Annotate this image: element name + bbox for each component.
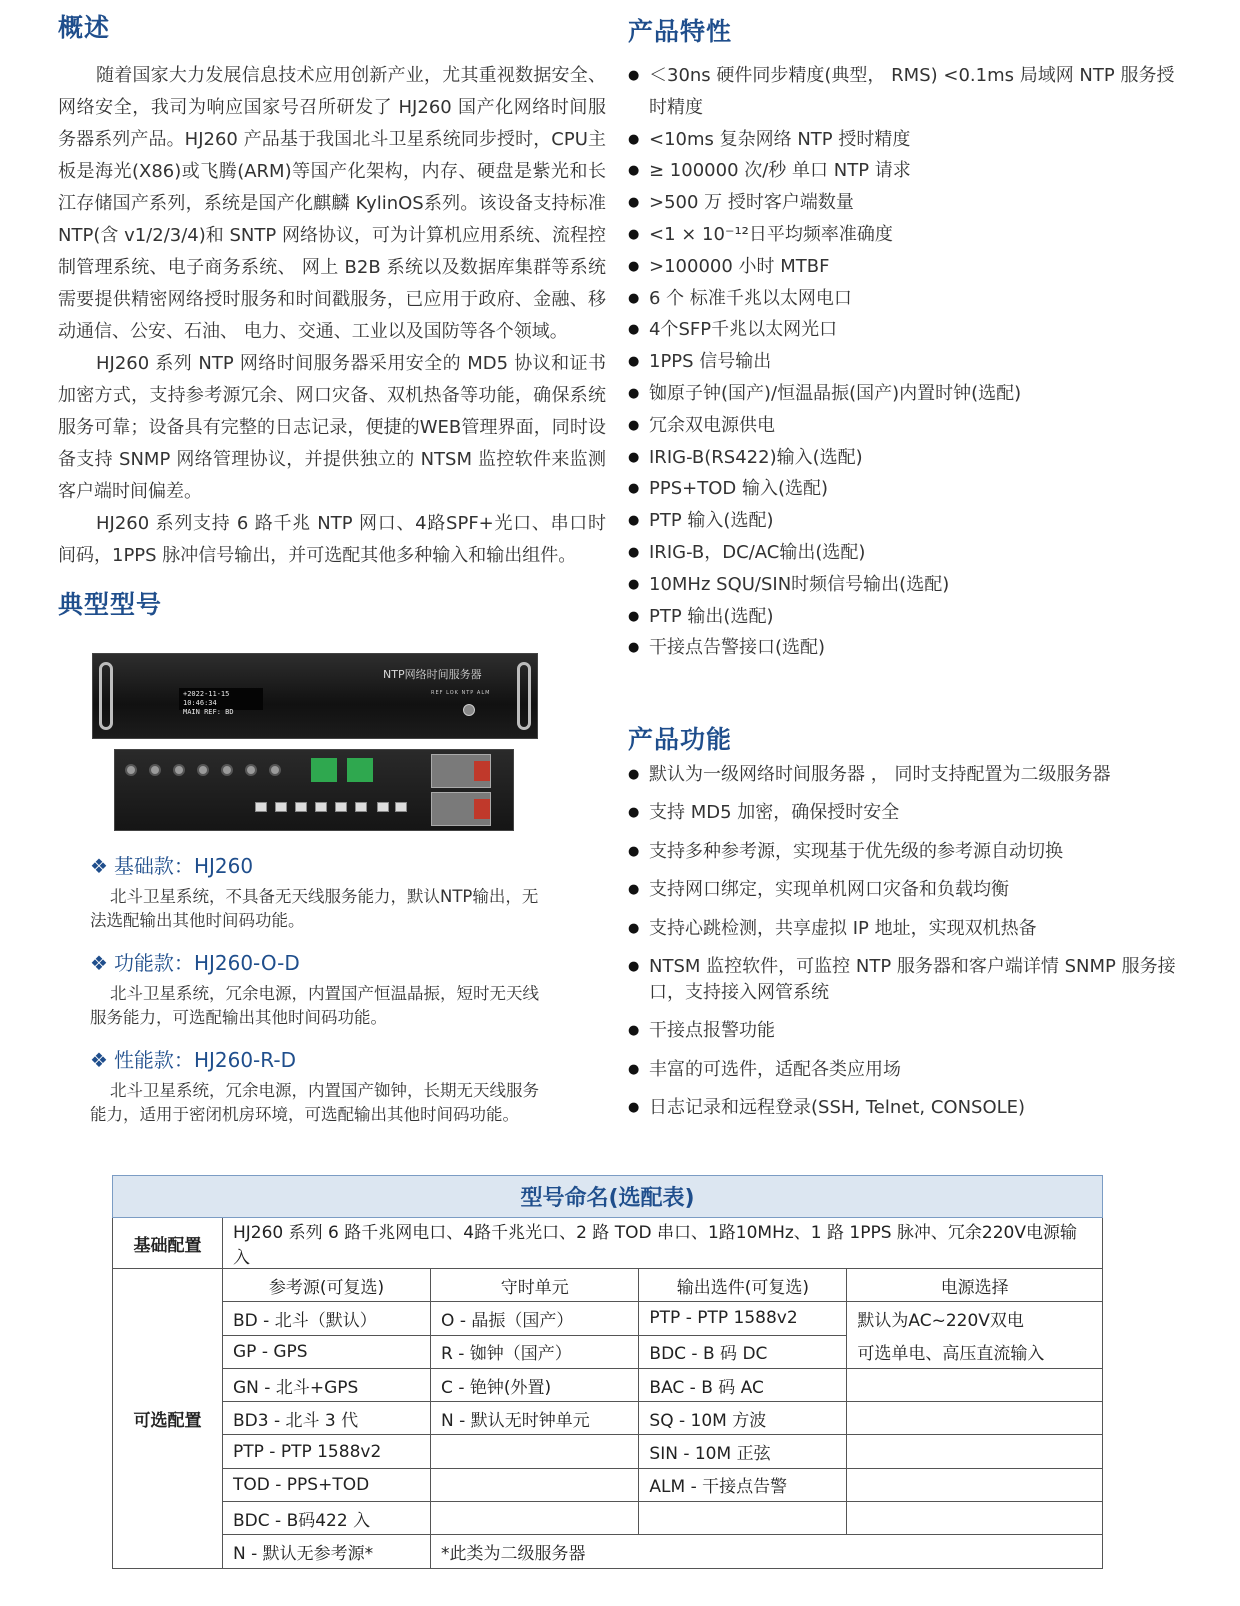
device-front-label: NTP网络时间服务器	[383, 668, 482, 681]
table-cell: BAC - B 码 AC	[639, 1368, 847, 1401]
table-cell: GP - GPS	[223, 1335, 431, 1368]
diamond-icon: ❖	[90, 1048, 108, 1072]
list-item: ● 干接点报警功能	[628, 1018, 1188, 1044]
overview-paragraph: HJ260 系列支持 6 路千兆 NTP 网口、4路SPF+光口、串口时间码，1PPS 脉冲信号输出，并可选配其他多种输入和输出组件。	[58, 513, 606, 566]
table-title-row	[113, 1176, 1103, 1218]
table-title: 型号命名(选配表)	[113, 1176, 1103, 1218]
model-title	[90, 1044, 550, 1073]
list-item: ● IRIG-B(RS422)输入(选配)	[628, 442, 1188, 474]
device-photo	[92, 653, 538, 831]
models-heading: 典型型号	[58, 590, 163, 619]
bnc-port-icon	[197, 764, 209, 776]
table-cell: C - 铯钟(外置)	[431, 1368, 639, 1401]
base-config-label: 基础配置	[113, 1218, 223, 1269]
table-cell: BDC - B 码 DC	[639, 1335, 847, 1368]
table-row	[113, 1468, 1103, 1501]
bnc-port-icon	[221, 764, 233, 776]
table-row	[113, 1218, 1103, 1269]
functions-list	[628, 762, 1188, 1134]
model-name: HJ260-O-D	[193, 951, 300, 975]
lcd-line: +2022-11-15 10:46:34	[183, 690, 230, 707]
ethernet-port-icon	[295, 802, 307, 812]
model-naming-table	[112, 1175, 1103, 1569]
power-supply-icon	[431, 792, 491, 826]
terminal-block-icon	[311, 758, 337, 782]
device-rear-panel	[114, 749, 514, 831]
model-desc: 北斗卫星系统，冗余电源，内置国产恒温晶振，短时无天线服务能力，可选配输出其他时间码功能。	[90, 984, 539, 1027]
terminal-block-icon	[347, 758, 373, 782]
table-cell	[847, 1468, 1103, 1501]
ethernet-port-icon	[315, 802, 327, 812]
list-item: ● <10ms 复杂网络 NTP 授时精度	[628, 124, 1188, 156]
overview-text	[58, 60, 606, 572]
bnc-port-icon	[269, 764, 281, 776]
model-function	[90, 947, 550, 1030]
list-item: ● >500 万 授时客户端数量	[628, 187, 1188, 219]
rack-handle-left	[99, 662, 113, 730]
table-row	[113, 1535, 1103, 1568]
list-item: ● 6 个 标准千兆以太网电口	[628, 283, 1188, 315]
device-lcd	[179, 688, 263, 716]
bnc-port-icon	[125, 764, 137, 776]
model-title	[90, 947, 550, 976]
table-cell: BD3 - 北斗 3 代	[223, 1402, 431, 1435]
list-item: ● 丰富的可选件，适配各类应用场	[628, 1057, 1188, 1083]
column-header: 守时单元	[431, 1269, 639, 1302]
device-leds: REF LOK NTP ALM	[431, 690, 491, 696]
table-cell: 可选单电、高压直流输入	[847, 1335, 1103, 1368]
sfp-port-icon	[395, 802, 407, 812]
table-cell: O - 晶振（国产）	[431, 1302, 639, 1335]
overview-paragraph: 随着国家大力发展信息技术应用创新产业，尤其重视数据安全、网络安全，我司为响应国家号召所研发了 HJ260 国产化网络时间服务器系列产品。HJ260 产品基于我国北斗卫星系统同步授时，CPU主板是海光(X86)或飞腾(ARM)等国产化架构，内存、硬盘是紫光和长江存储国产系列，系统是国产化麒麟 KylinOS系列。该设备支持标准NTP(含 v1/2/3/4)和 SNTP 网络协议，可为计算机应用系统、流程控制管理系统、电子商务系统、 网上 B2B 系统以及数据库集群等系统需要提供精密网络授时服务和时间戳服务，已应用于政府、金融、移动通信、公安、石油、 电力、交通、工业以及国防等各个领域。	[58, 65, 606, 342]
model-name: HJ260-R-D	[193, 1048, 296, 1072]
bnc-port-icon	[245, 764, 257, 776]
table-cell: BDC - B码422 入	[223, 1502, 431, 1535]
ethernet-port-icon	[335, 802, 347, 812]
list-item: ● 冗余双电源供电	[628, 410, 1188, 442]
optional-config-label: 可选配置	[113, 1269, 223, 1569]
table-row	[113, 1402, 1103, 1435]
table-row	[113, 1435, 1103, 1468]
lcd-line: MAIN REF: BD	[183, 708, 234, 716]
model-desc: 北斗卫星系统，冗余电源，内置国产铷钟，长期无天线服务能力，适用于密闭机房环境，可选配输出其他时间码功能。	[90, 1081, 539, 1124]
model-name: HJ260	[193, 854, 254, 878]
list-item: ● ≥ 100000 次/秒 单口 NTP 请求	[628, 155, 1188, 187]
table-cell: PTP - PTP 1588v2	[223, 1435, 431, 1468]
model-title	[90, 850, 550, 879]
bnc-port-icon	[149, 764, 161, 776]
list-item: ● IRIG-B，DC/AC输出(选配)	[628, 537, 1188, 569]
table-cell: SQ - 10M 方波	[639, 1402, 847, 1435]
list-item: ● PTP 输入(选配)	[628, 505, 1188, 537]
diamond-icon: ❖	[90, 854, 108, 878]
overview-paragraph: HJ260 系列 NTP 网络时间服务器采用安全的 MD5 协议和证书加密方式，支持参考源冗余、网口灾备、双机热备等功能，确保系统服务可靠；设备具有完整的日志记录，便捷的WEB管理界面，同时设备支持 SNMP 网络管理协议，并提供独立的 NTSM 监控软件来监测客户端时间偏差。	[58, 353, 606, 502]
ethernet-port-icon	[275, 802, 287, 812]
table-cell: N - 默认无参考源*	[223, 1535, 431, 1568]
table-cell	[847, 1402, 1103, 1435]
table-cell: BD - 北斗（默认）	[223, 1302, 431, 1335]
list-item: ● 支持心跳检测，共享虚拟 IP 地址，实现双机热备	[628, 916, 1188, 942]
overview-heading: 概述	[58, 13, 111, 42]
table-row	[113, 1302, 1103, 1335]
model-prefix: 功能款：	[113, 951, 194, 975]
rack-handle-right	[517, 662, 531, 730]
power-knob-icon	[463, 704, 475, 716]
ethernet-port-icon	[255, 802, 267, 812]
list-item: ● 4个SFP千兆以太网光口	[628, 314, 1188, 346]
column-header: 输出选件(可复选)	[639, 1269, 847, 1302]
table-cell: ALM - 干接点告警	[639, 1468, 847, 1501]
device-front-panel	[92, 653, 538, 739]
table-cell	[639, 1502, 847, 1535]
table-cell: R - 铷钟（国产）	[431, 1335, 639, 1368]
list-item: ● NTSM 监控软件，可监控 NTP 服务器和客户端详情 SNMP 服务接口，支持接入网管系统	[628, 954, 1188, 1006]
list-item: ● >100000 小时 MTBF	[628, 251, 1188, 283]
table-cell	[847, 1435, 1103, 1468]
model-performance	[90, 1044, 550, 1127]
list-item: ● 支持多种参考源，实现基于优先级的参考源自动切换	[628, 839, 1188, 865]
column-header: 电源选择	[847, 1269, 1103, 1302]
list-item: ● ＜30ns 硬件同步精度(典型， RMS) <0.1ms 局域网 NTP 服务授时精度	[628, 60, 1188, 124]
table-cell: 默认为AC~220V双电	[847, 1302, 1103, 1335]
list-item: ● PPS+TOD 输入(选配)	[628, 473, 1188, 505]
bnc-port-icon	[173, 764, 185, 776]
table-cell: TOD - PPS+TOD	[223, 1468, 431, 1501]
table-note: *此类为二级服务器	[431, 1535, 1103, 1568]
table-cell	[431, 1435, 639, 1468]
list-item: ● 1PPS 信号输出	[628, 346, 1188, 378]
base-config-text: HJ260 系列 6 路千兆网电口、4路千兆光口、2 路 TOD 串口、1路10MHz、1 路 1PPS 脉冲、冗余220V电源输入	[223, 1218, 1103, 1269]
power-supply-icon	[431, 754, 491, 788]
functions-heading: 产品功能	[628, 725, 733, 754]
table-row	[113, 1502, 1103, 1535]
table-header-row	[113, 1269, 1103, 1302]
model-prefix: 基础款：	[113, 854, 194, 878]
list-item: ● 干接点告警接口(选配)	[628, 632, 1188, 664]
list-item: ● PTP 输出(选配)	[628, 601, 1188, 633]
sfp-port-icon	[377, 802, 389, 812]
table-row	[113, 1368, 1103, 1401]
model-basic	[90, 850, 550, 933]
table-cell	[847, 1368, 1103, 1401]
table-cell: GN - 北斗+GPS	[223, 1368, 431, 1401]
table-cell: N - 默认无时钟单元	[431, 1402, 639, 1435]
list-item: ● 日志记录和远程登录(SSH, Telnet, CONSOLE)	[628, 1095, 1188, 1121]
table-cell	[847, 1502, 1103, 1535]
column-header: 参考源(可复选)	[223, 1269, 431, 1302]
features-heading: 产品特性	[628, 17, 733, 46]
diamond-icon: ❖	[90, 951, 108, 975]
list-item: ● 支持 MD5 加密，确保授时安全	[628, 800, 1188, 826]
table-cell: PTP - PTP 1588v2	[639, 1302, 847, 1335]
model-desc: 北斗卫星系统，不具备无天线服务能力，默认NTP输出，无法选配输出其他时间码功能。	[90, 887, 539, 930]
model-prefix: 性能款：	[113, 1048, 194, 1072]
table-cell	[431, 1502, 639, 1535]
list-item: ● 铷原子钟(国产)/恒温晶振(国产)内置时钟(选配)	[628, 378, 1188, 410]
features-list	[628, 60, 1188, 664]
list-item: ● <1 × 10⁻¹²日平均频率准确度	[628, 219, 1188, 251]
table-row	[113, 1335, 1103, 1368]
list-item: ● 默认为一级网络时间服务器 ， 同时支持配置为二级服务器	[628, 762, 1188, 788]
table-cell: SIN - 10M 正弦	[639, 1435, 847, 1468]
list-item: ● 10MHz SQU/SIN时频信号输出(选配)	[628, 569, 1188, 601]
table-cell	[431, 1468, 639, 1501]
ethernet-port-icon	[355, 802, 367, 812]
list-item: ● 支持网口绑定，实现单机网口灾备和负载均衡	[628, 877, 1188, 903]
